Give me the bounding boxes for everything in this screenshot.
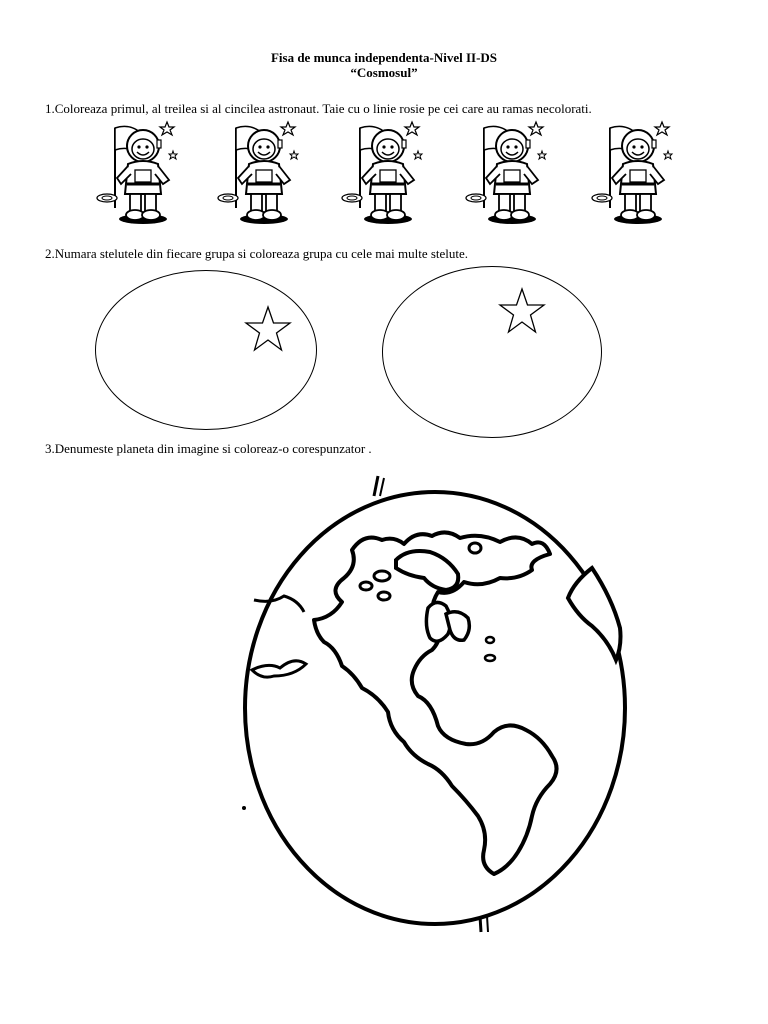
astronaut-4-icon[interactable] xyxy=(462,118,554,228)
star-group-1[interactable] xyxy=(95,270,317,430)
star-group-2[interactable] xyxy=(382,266,602,438)
star-icon xyxy=(497,287,547,335)
astronaut-1-icon[interactable] xyxy=(93,118,185,228)
task-3-instruction: 3.Denumeste planeta din imagine si coloreaz-o corespunzator . xyxy=(45,441,372,456)
astronaut-5-icon[interactable] xyxy=(588,118,680,228)
earth-globe-icon[interactable] xyxy=(232,470,642,940)
task-1-instruction: 1.Coloreaza primul, al treilea si al cincilea astronaut. Taie cu o linie rosie pe cei care au ramas necolorati. xyxy=(45,101,592,116)
star-icon xyxy=(243,305,293,353)
astronaut-2-icon[interactable] xyxy=(214,118,306,228)
worksheet-subtitle: “Cosmosul” xyxy=(350,65,418,80)
worksheet-title: Fisa de munca independenta-Nivel II-DS xyxy=(270,50,498,65)
astronaut-3-icon[interactable] xyxy=(338,118,430,228)
task-2-instruction: 2.Numara stelutele din fiecare grupa si coloreaza grupa cu cele mai multe stelute. xyxy=(45,246,469,261)
